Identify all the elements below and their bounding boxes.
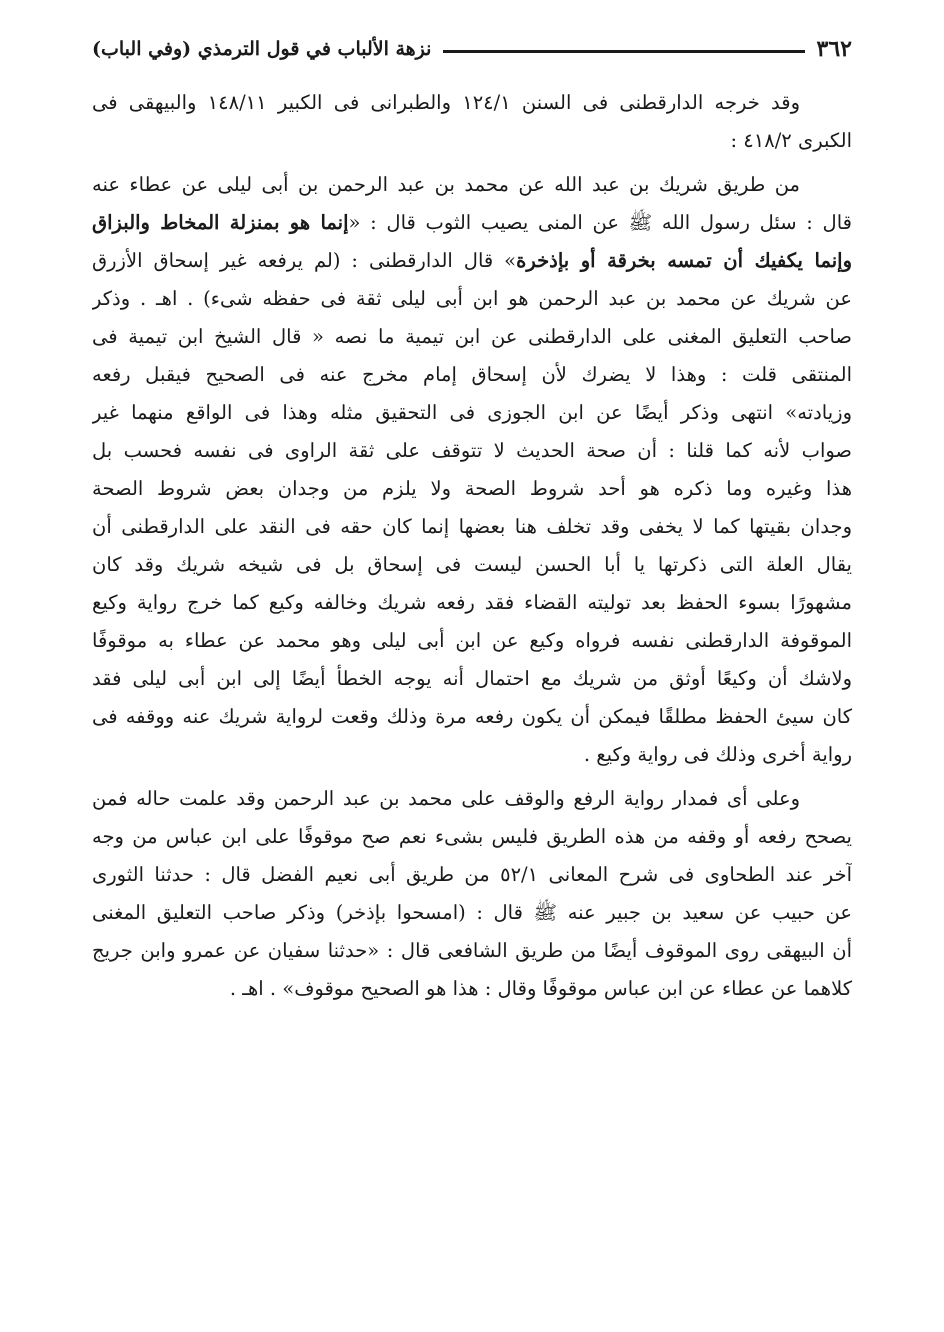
text-segment: يقال العلة التى ذكرتها يا أبا الحسن ليست فى إسحاق بل فى شيخه شريك وقد كان: [92, 553, 852, 576]
text-segment: الكبرى ٤١٨/٢ :: [730, 129, 852, 152]
text-line: [92, 584, 852, 622]
text-line: [92, 432, 852, 470]
text-line: [92, 856, 852, 894]
text-segment: وجدان بقيتها كما لا يخفى وقد تخلف هنا بعضها إنما كان حقه فى النقد على الدارقطنى أن: [92, 515, 852, 538]
text-line: [92, 470, 852, 508]
text-segment: عن شريك عن محمد بن عبد الرحمن هو ابن أبى ليلى ثقة فى حفظه شىء) . اهـ . وذكر: [92, 287, 852, 310]
text-line: [92, 698, 852, 736]
text-segment: مشهورًا بسوء الحفظ بعد توليته القضاء فقد رفعه شريك وخالفه وكيع كما خرج رواية وكيع: [92, 591, 852, 614]
paragraph: [92, 166, 852, 774]
text-segment: قال : سئل رسول الله ﷺ عن المنى يصيب الثوب قال : «: [348, 211, 852, 234]
page-header: [92, 34, 852, 64]
text-line: [92, 242, 852, 280]
text-line: [92, 356, 852, 394]
text-line: [92, 508, 852, 546]
text-line: [92, 280, 852, 318]
page-number: ٣٦٢: [816, 36, 852, 62]
running-title: نزهة الألباب في قول الترمذي (وفي الباب): [92, 38, 432, 60]
text-line: [92, 318, 852, 356]
text-segment: عن حبيب عن سعيد بن جبير عنه ﷺ قال : (امسحوا بإذخر) وذكر صاحب التعليق المغنى: [92, 901, 852, 924]
text-line: [92, 84, 852, 122]
text-line: [92, 780, 852, 818]
paragraph: [92, 780, 852, 1008]
bold-quote-segment: إنما هو بمنزلة المخاط والبزاق: [92, 211, 349, 234]
text-line: [92, 970, 852, 1008]
text-line: [92, 166, 852, 204]
header-rule: [443, 50, 804, 53]
text-segment: صاحب التعليق المغنى على الدارقطنى عن ابن تيمية ما نصه « قال الشيخ ابن تيمية فى: [92, 325, 852, 348]
text-segment: » قال الدارقطنى : (لم يرفعه غير إسحاق الأزرق: [92, 249, 517, 272]
text-segment: وقد خرجه الدارقطنى فى السنن ١٢٤/١ والطبرانى فى الكبير ١٤٨/١١ والبيهقى فى: [92, 91, 800, 114]
text-segment: صواب لأنه كما قلنا : أن صحة الحديث لا تتوقف على ثقة الراوى فى نفسه فحسب بل: [92, 439, 852, 462]
text-line: [92, 932, 852, 970]
text-segment: وزيادته» انتهى وذكر أيضًا عن ابن الجوزى فى التحقيق مثله وهذا فى الواقع منهما غير: [92, 401, 852, 424]
text-segment: ولاشك أن وكيعًا أوثق من شريك مع احتمال أنه يوجه الخطأ أيضًا إلى ابن أبى ليلى فقد: [92, 667, 852, 690]
text-segment: من طريق شريك بن عبد الله عن محمد بن عبد الرحمن بن أبى ليلى عن عطاء عنه: [92, 173, 800, 196]
text-segment: الموقوفة الدارقطنى نفسه فرواه وكيع عن ابن أبى ليلى وهو محمد عن عطاء به موقوفًا: [92, 629, 852, 652]
paragraph: [92, 84, 852, 160]
text-line: [92, 394, 852, 432]
text-segment: هذا وغيره وما ذكره هو أحد شروط الصحة ولا يلزم من وجدان بعض شروط الصحة: [92, 477, 852, 500]
text-line: [92, 818, 852, 856]
text-segment: يصحح رفعه أو وقفه من هذه الطريق فليس بشىء نعم صح موقوفًا على ابن عباس من وجه: [92, 825, 852, 848]
text-line: [92, 894, 852, 932]
text-segment: رواية أخرى وذلك فى رواية وكيع .: [583, 743, 852, 766]
text-line: [92, 122, 852, 160]
text-line: [92, 660, 852, 698]
text-segment: أن البيهقى روى الموقوف أيضًا من طريق الشافعى قال : «حدثنا سفيان عن عمرو وابن جريج: [92, 939, 852, 962]
text-segment: كان سيئ الحفظ مطلقًا فيمكن أن يكون رفعه مرة وذلك وقعت لرواية شريك عنه ووقفه فى: [92, 705, 852, 728]
bold-quote-segment: وإنما يكفيك أن تمسه بخرقة أو بإذخرة: [516, 249, 852, 272]
text-segment: آخر عند الطحاوى فى شرح المعانى ٥٢/١ من طريق أبى نعيم الفضل قال : حدثنا الثورى: [92, 863, 852, 886]
body-text: [92, 84, 852, 1008]
text-line: [92, 546, 852, 584]
text-line: [92, 736, 852, 774]
text-line: [92, 204, 852, 242]
text-segment: المنتقى قلت : وهذا لا يضرك لأن إسحاق إمام مخرج عنه فى الصحيح فيقبل رفعه: [92, 363, 852, 386]
text-line: [92, 622, 852, 660]
text-segment: وعلى أى فمدار رواية الرفع والوقف على محمد بن عبد الرحمن وقد علمت حاله فمن: [92, 787, 800, 810]
text-segment: كلاهما عن عطاء عن ابن عباس موقوفًا وقال : هذا هو الصحيح موقوف» . اهـ .: [229, 977, 852, 1000]
